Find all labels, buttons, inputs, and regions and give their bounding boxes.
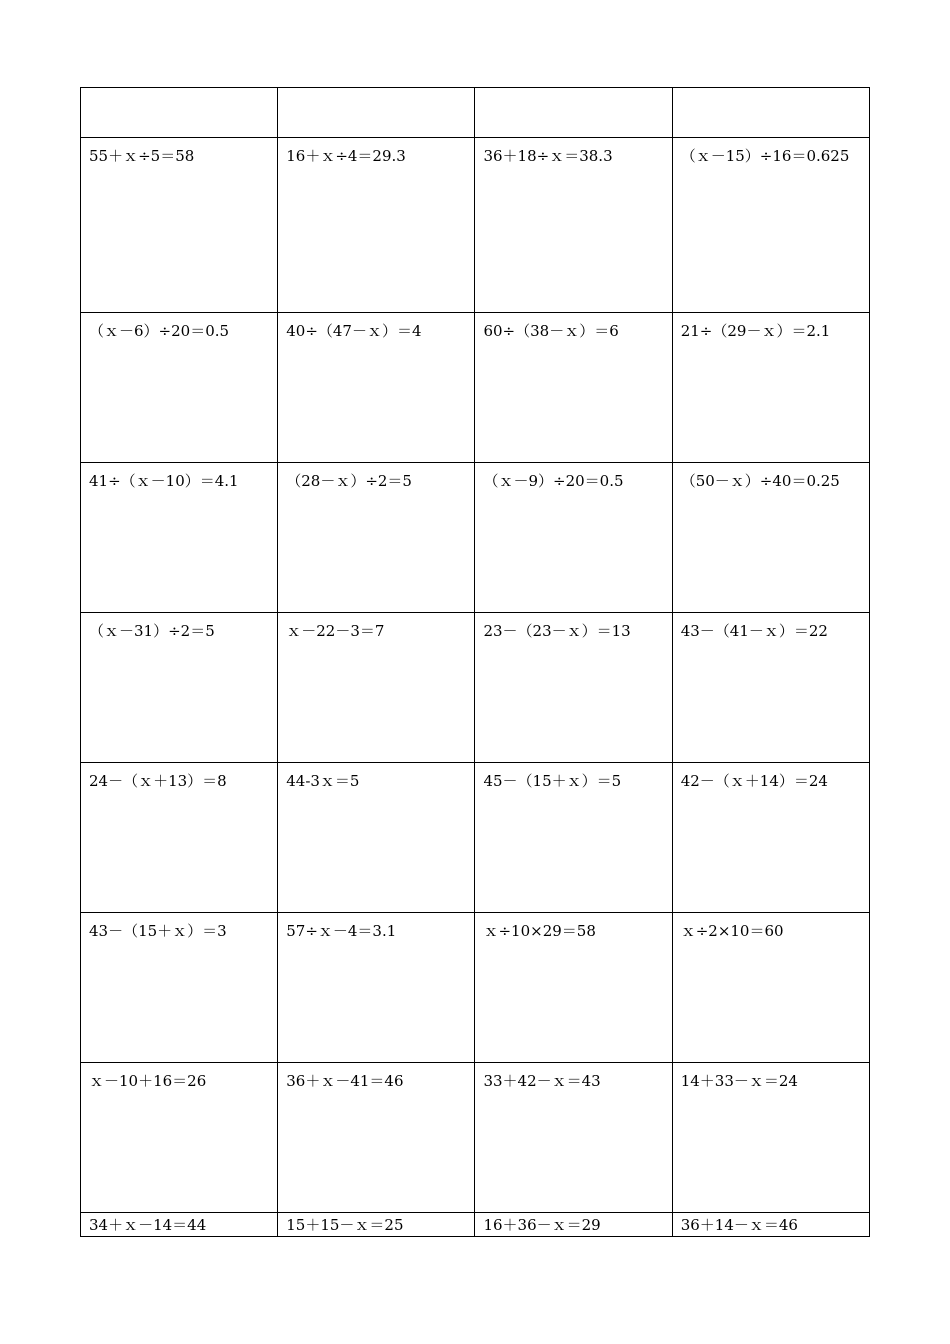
table-row: [81, 1063, 870, 1213]
equation-cell: [475, 613, 672, 763]
header-cell: [475, 88, 672, 138]
equation-text: 15＋15－ｘ＝25: [286, 1216, 404, 1234]
equation-text: 57÷ｘ－4＝3.1: [286, 922, 397, 940]
equation-text: 21÷（29－ｘ）＝2.1: [680, 322, 831, 340]
equation-text: 43－（41－ｘ）＝22: [680, 622, 828, 640]
header-cell-text: [673, 88, 869, 94]
equation-cell: [672, 313, 869, 463]
equation-cell: [81, 313, 278, 463]
equation-cell: [278, 613, 475, 763]
equation-text: 45－（15＋ｘ）＝5: [483, 772, 622, 790]
equation-cell: [475, 763, 672, 913]
equation-cell: [475, 1063, 672, 1213]
table-row: [81, 763, 870, 913]
equation-cell: [278, 1213, 475, 1237]
equation-cell: [475, 1213, 672, 1237]
equation-text: ｘ－22－3＝7: [286, 622, 385, 640]
table-row: [81, 613, 870, 763]
equation-cell: [672, 463, 869, 613]
header-cell-text: [81, 88, 277, 94]
equation-text: 36＋ｘ－41＝46: [286, 1072, 404, 1090]
header-cell: [81, 88, 278, 138]
equation-cell: [278, 1063, 475, 1213]
equation-worksheet-table: [80, 87, 870, 1237]
equation-cell: [278, 463, 475, 613]
equation-cell: [672, 1063, 869, 1213]
equation-cell: [475, 913, 672, 1063]
equation-cell: [672, 763, 869, 913]
equation-cell: [278, 763, 475, 913]
equation-text: 40÷（47－ｘ）＝4: [286, 322, 422, 340]
equation-text: （50－ｘ）÷40＝0.25: [680, 472, 840, 490]
equation-text: 24－（ｘ＋13）＝8: [89, 772, 227, 790]
worksheet-page: [80, 87, 870, 1237]
equation-text: 41÷（ｘ－10）＝4.1: [89, 472, 239, 490]
equation-cell: [672, 138, 869, 313]
table-row-header: [81, 88, 870, 138]
equation-text: 60÷（38－ｘ）＝6: [483, 322, 619, 340]
equation-cell: [672, 913, 869, 1063]
equation-text: 34＋ｘ－14＝44: [89, 1216, 207, 1234]
equation-text: （ｘ－6）÷20＝0.5: [89, 322, 230, 340]
equation-text: 44-3ｘ＝5: [286, 772, 360, 790]
header-cell: [278, 88, 475, 138]
equation-cell: [81, 613, 278, 763]
equation-text: （ｘ－15）÷16＝0.625: [680, 147, 850, 165]
equation-text: 36＋14－ｘ＝46: [680, 1216, 798, 1234]
equation-text: ｘ÷2×10＝60: [680, 922, 784, 940]
equation-cell: [81, 1213, 278, 1237]
table-row: [81, 463, 870, 613]
equation-text: 16＋ｘ÷4＝29.3: [286, 147, 406, 165]
equation-cell: [475, 138, 672, 313]
table-row: [81, 313, 870, 463]
equation-text: （ｘ－31）÷2＝5: [89, 622, 215, 640]
header-cell: [672, 88, 869, 138]
equation-cell: [278, 913, 475, 1063]
equation-cell: [475, 313, 672, 463]
equation-cell: [81, 138, 278, 313]
table-row: [81, 138, 870, 313]
header-cell-text: [475, 88, 671, 94]
equation-text: 43－（15＋ｘ）＝3: [89, 922, 227, 940]
equation-text: 36＋18÷ｘ＝38.3: [483, 147, 613, 165]
equation-cell: [672, 613, 869, 763]
equation-cell: [672, 1213, 869, 1237]
equation-cell: [81, 763, 278, 913]
equation-text: （ｘ－9）÷20＝0.5: [483, 472, 624, 490]
equation-cell: [81, 463, 278, 613]
equation-text: ｘ÷10×29＝58: [483, 922, 596, 940]
equation-text: （28－ｘ）÷2＝5: [286, 472, 412, 490]
equation-text: ｘ－10＋16＝26: [89, 1072, 207, 1090]
equation-cell: [475, 463, 672, 613]
equation-text: 16＋36－ｘ＝29: [483, 1216, 601, 1234]
equation-text: 42－（ｘ＋14）＝24: [680, 772, 828, 790]
equation-cell: [81, 1063, 278, 1213]
equation-cell: [278, 313, 475, 463]
equation-text: 23－（23－ｘ）＝13: [483, 622, 631, 640]
equation-text: 14＋33－ｘ＝24: [680, 1072, 798, 1090]
header-cell-text: [278, 88, 474, 94]
equation-text: 55＋ｘ÷5＝58: [89, 147, 195, 165]
equation-text: 33＋42－ｘ＝43: [483, 1072, 601, 1090]
table-row: [81, 1213, 870, 1237]
equation-cell: [81, 913, 278, 1063]
table-row: [81, 913, 870, 1063]
equation-cell: [278, 138, 475, 313]
